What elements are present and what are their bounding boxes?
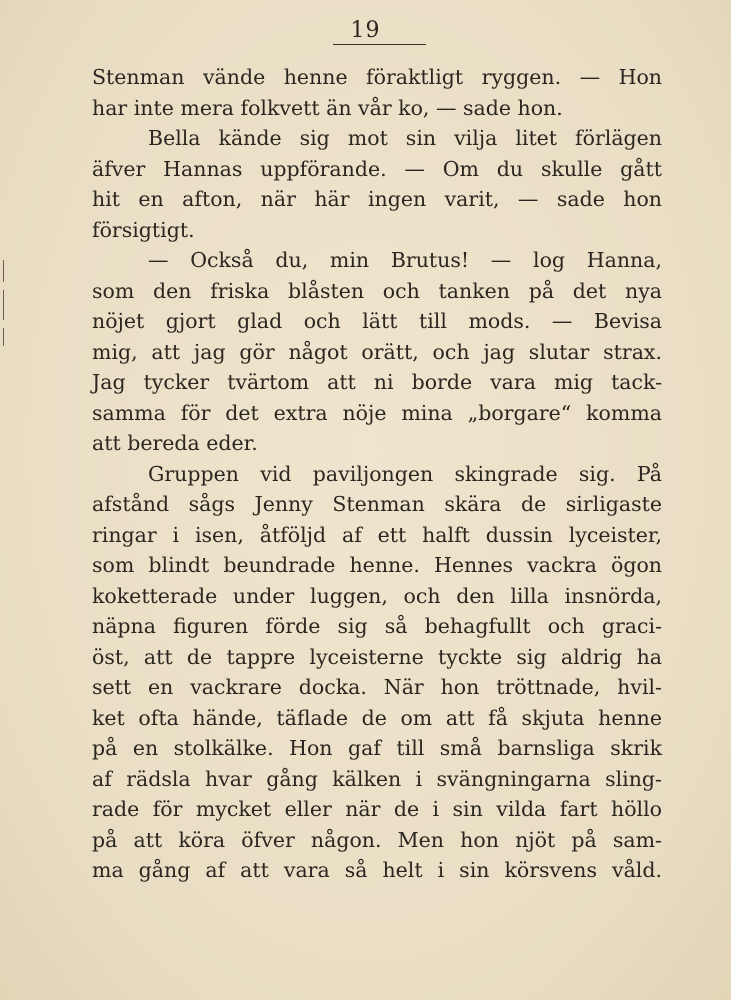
text-line: ma gång af att vara så helt i sin körsvens våld. — [92, 858, 662, 882]
text-line: Jag tycker tvärtom att ni borde vara mig tack- — [92, 370, 662, 394]
text-line: näpna figuren förde sig så behagfullt och graci- — [92, 614, 662, 638]
page-number-rule — [333, 44, 426, 45]
text-line: som den friska blåsten och tanken på det nya — [92, 278, 662, 303]
text-line: hit en afton, när här ingen varit, — sade hon — [92, 187, 662, 211]
text-line: på en stolkälke. Hon gaf till små barnsliga skrik — [92, 736, 662, 760]
text-line: har inte mera folkvett än vår ko, — sade hon. — [92, 95, 563, 120]
text-line: Gruppen vid paviljongen skingrade sig. På — [148, 461, 662, 486]
text-line: nöjet gjort glad och lätt till mods. — Bevisa — [92, 309, 662, 333]
body-text — [92, 62, 662, 886]
text-line: på att köra öfver någon. Men hon njöt på sam- — [92, 827, 662, 852]
text-line: Stenman vände henne föraktligt ryggen. — Hon — [92, 65, 662, 89]
text-line: samma för det extra nöje mina „borgare“ komma — [92, 400, 662, 425]
text-line: — Också du, min Brutus! — log Hanna, — [148, 248, 662, 272]
text-line: ringar i isen, åtföljd af ett halft dussin lyceister, — [92, 522, 662, 547]
page-number: 19 — [350, 18, 381, 43]
text-line: öst, att de tappre lyceisterne tyckte sig aldrig ha — [92, 644, 662, 669]
text-line: rade för mycket eller när de i sin vilda fart höllo — [92, 797, 662, 821]
text-line: sett en vackrare docka. När hon tröttnade, hvil- — [92, 675, 662, 699]
text-line: mig, att jag gör något orätt, och jag slutar strax. — [92, 339, 662, 364]
text-line: Bella kände sig mot sin vilja litet förlägen — [148, 126, 662, 150]
margin-marks — [0, 260, 8, 360]
text-line: koketterade under luggen, och den lilla insnörda, — [92, 583, 662, 608]
text-line: af rädsla hvar gång kälken i svängningarna sling- — [92, 766, 662, 791]
text-line: försigtigt. — [92, 217, 195, 242]
text-line: äfver Hannas uppförande. — Om du skulle gått — [92, 156, 662, 181]
text-line: att bereda eder. — [92, 431, 258, 455]
text-line: afstånd sågs Jenny Stenman skära de sirligaste — [92, 492, 662, 516]
text-line: som blindt beundrade henne. Hennes vackra ögon — [92, 553, 662, 577]
text-line: ket ofta hände, täflade de om att få skjuta henne — [92, 705, 662, 730]
